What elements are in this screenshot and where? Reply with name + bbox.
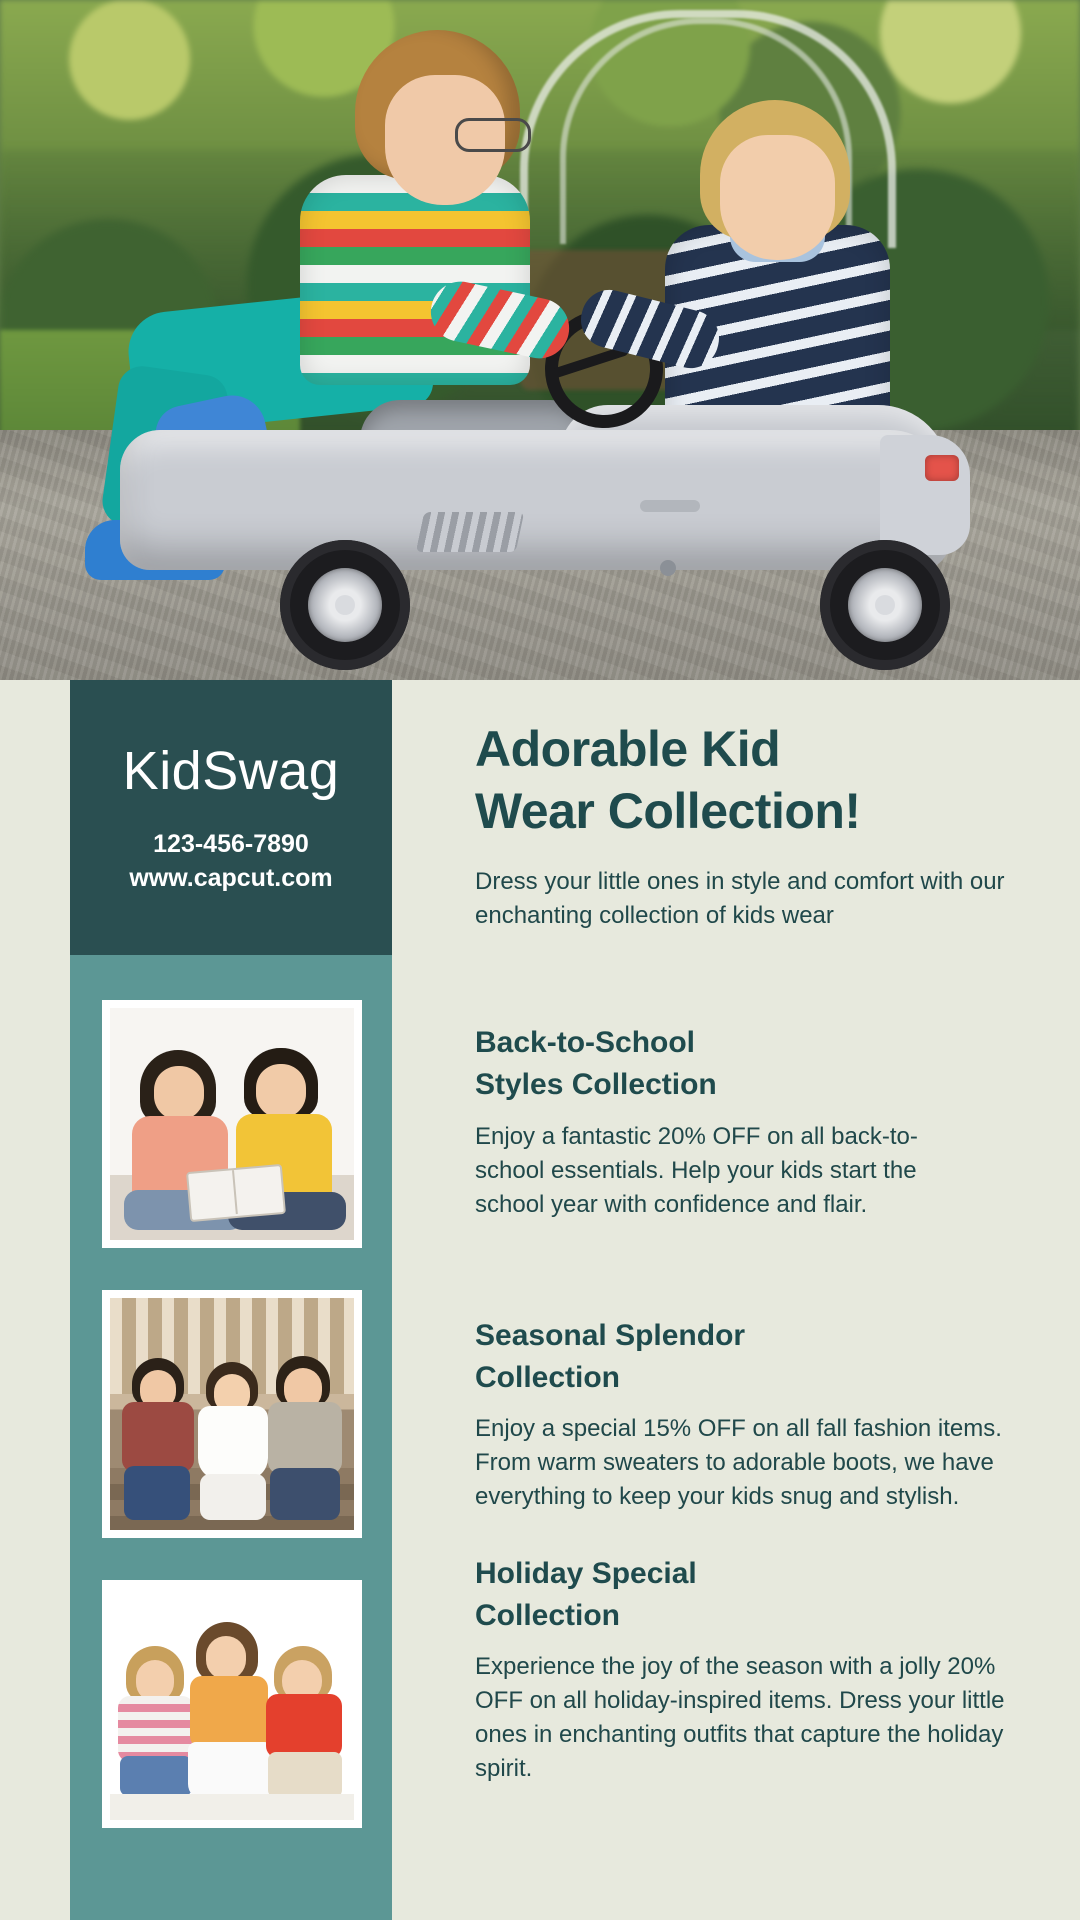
child-c-shorts bbox=[268, 1752, 342, 1798]
toy-car-fuel-cap bbox=[660, 560, 676, 576]
child-3-jeans bbox=[270, 1468, 340, 1520]
brand-block bbox=[70, 680, 392, 955]
left-child-striped-shirt bbox=[300, 175, 530, 385]
collection-1-title-line-2: Styles Collection bbox=[475, 1068, 717, 1101]
collection-image-3-inner bbox=[110, 1588, 354, 1820]
collection-1-title-line-1: Back-to-School bbox=[475, 1026, 696, 1059]
brand-name: KidSwag bbox=[122, 741, 340, 801]
collection-2-title-line-1: Seasonal Splendor bbox=[475, 1319, 746, 1352]
collection-1-body: Enjoy a fantastic 20% OFF on all back-to-school essentials. Help your kids start the school year with confidence and flair. bbox=[475, 1123, 918, 1218]
toy-car-rear-wheel bbox=[280, 540, 410, 670]
collection-3-title-line-1: Holiday Special bbox=[475, 1557, 697, 1590]
kids-on-steps-illustration bbox=[110, 1298, 354, 1530]
child-c-red-shirt bbox=[266, 1694, 342, 1758]
collection-image-2-inner bbox=[110, 1298, 354, 1530]
page-title-line-2: Wear Collection! bbox=[475, 783, 861, 839]
collection-3-body: Experience the joy of the season with a jolly 20% OFF on all holiday-inspired items. Dress your little ones in enchanting outfits that capture the holiday spirit. bbox=[475, 1653, 1005, 1782]
book-icon bbox=[186, 1164, 286, 1222]
studio-floor bbox=[110, 1794, 354, 1820]
toy-car-front-wheel bbox=[820, 540, 950, 670]
child-2-white-dress bbox=[198, 1406, 268, 1480]
hero-image bbox=[0, 0, 1080, 680]
collection-image-1 bbox=[102, 1000, 362, 1248]
collection-2-title-line-2: Collection bbox=[475, 1361, 621, 1394]
boy-face bbox=[256, 1064, 306, 1118]
collection-image-2 bbox=[102, 1290, 362, 1538]
toy-car-body bbox=[120, 430, 950, 570]
collection-image-1-inner bbox=[110, 1008, 354, 1240]
wheel-rim bbox=[308, 568, 382, 642]
child-b-top bbox=[190, 1676, 268, 1748]
child-b-skirt bbox=[188, 1742, 272, 1800]
collection-image-3 bbox=[102, 1580, 362, 1828]
child-b-face bbox=[206, 1636, 246, 1680]
girl-face bbox=[154, 1066, 204, 1120]
child-1-jeans bbox=[124, 1466, 190, 1520]
kids-reading-illustration bbox=[110, 1008, 354, 1240]
collection-2-title bbox=[475, 1315, 1035, 1399]
glasses-icon bbox=[455, 118, 531, 152]
collection-3-title bbox=[475, 1553, 1035, 1637]
brand-website: www.capcut.com bbox=[129, 864, 333, 892]
page-title-line-1: Adorable Kid bbox=[475, 721, 781, 777]
page-subtitle: Dress your little ones in style and comfort with our enchanting collection of kids wear bbox=[475, 868, 1005, 929]
kids-posing-illustration bbox=[110, 1588, 354, 1820]
toy-car-side-vent bbox=[416, 512, 525, 552]
right-child-face bbox=[720, 135, 835, 260]
child-2-legs bbox=[200, 1474, 266, 1520]
child-3-sweater bbox=[268, 1402, 342, 1474]
wheel-rim bbox=[848, 568, 922, 642]
toy-car-taillight bbox=[925, 455, 959, 481]
page-title bbox=[475, 718, 1035, 842]
child-a-striped-top bbox=[118, 1696, 194, 1762]
brand-phone: 123-456-7890 bbox=[153, 830, 309, 858]
collection-2-body: Enjoy a special 15% OFF on all fall fashion items. From warm sweaters to adorable boots, we have everything to keep your kids snug and stylish. bbox=[475, 1415, 1002, 1510]
collection-1-title bbox=[475, 1022, 1035, 1106]
toy-car-front bbox=[880, 435, 970, 555]
collection-3-title-line-2: Collection bbox=[475, 1599, 621, 1632]
child-1-plaid-shirt bbox=[122, 1402, 194, 1472]
toy-car-door-handle bbox=[640, 500, 700, 512]
child-a-skirt bbox=[120, 1756, 192, 1796]
